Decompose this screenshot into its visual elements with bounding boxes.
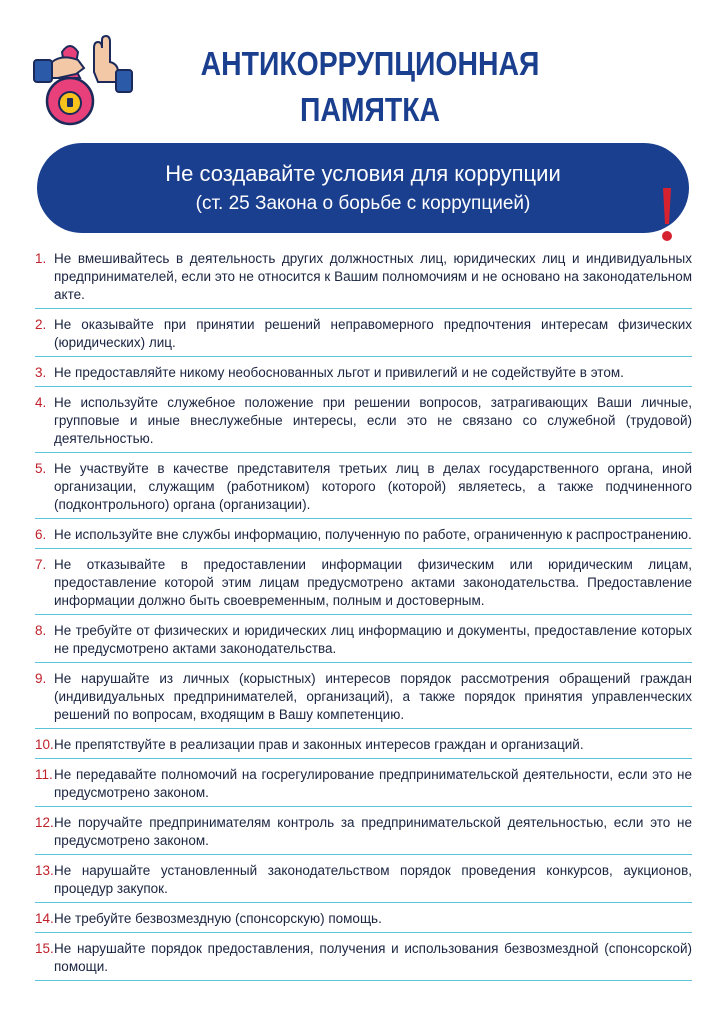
list-item-number: 6.	[35, 527, 47, 542]
list-item-number: 3.	[35, 365, 47, 380]
list-item-number: 11.	[35, 767, 53, 782]
list-item-text: Не нарушайте установленный законодательством порядок проведения конкурсов, аукционов, процедур закупок.	[54, 863, 692, 896]
list-item-text: Не используйте вне службы информацию, полученную по работе, ограниченную к распространению.	[54, 527, 692, 542]
list-item-number: 4.	[35, 395, 47, 410]
banner-law-reference: (ст. 25 Закона о борьбе с коррупцией)	[195, 193, 531, 214]
list-item	[35, 361, 692, 387]
list-item	[35, 523, 692, 549]
exclamation-icon	[660, 186, 674, 244]
list-item	[35, 667, 692, 729]
list-item-text: Не поручайте предпринимателям контроль за предпринимательской деятельностью, если это не предусмотрено законом.	[54, 815, 692, 848]
list-item	[35, 907, 692, 933]
list-item	[35, 811, 692, 855]
list-item	[35, 859, 692, 903]
page-title-line1: АНТИКОРРУПЦИОННАЯ	[200, 45, 540, 82]
subtitle-banner	[37, 143, 689, 233]
list-item-number: 15.	[35, 941, 54, 956]
list-item-number: 5.	[35, 461, 47, 476]
anti-bribery-hands-icon	[32, 34, 134, 128]
list-item-number: 8.	[35, 623, 47, 638]
list-item-text: Не оказывайте при принятии решений неправомерного предпочтения интересам физических (юридических) лиц.	[54, 317, 692, 350]
list-item-text: Не нарушайте из личных (корыстных) интересов порядок рассмотрения обращений граждан (индивидуальных предпринимателей, организаций), а также порядок принятия управленческих решений по вопросам, входящим в Вашу компетенцию.	[54, 671, 692, 722]
list-item	[35, 619, 692, 663]
list-item-text: Не препятствуйте в реализации прав и законных интересов граждан и организаций.	[54, 737, 584, 752]
list-item	[35, 247, 692, 309]
page-title-line2: ПАМЯТКА	[299, 91, 441, 128]
list-item	[35, 553, 692, 615]
list-item-text: Не требуйте от физических и юридических лиц информацию и документы, предоставление которых не предусмотрено актами законодательства.	[54, 623, 692, 656]
list-item	[35, 457, 692, 519]
list-item-number: 12.	[35, 815, 54, 830]
list-item-number: 10.	[35, 737, 54, 752]
list-item-text: Не участвуйте в качестве представителя третьих лиц в делах государственного органа, иной организации, служащим (работником) которого (которой) являетесь, а также подчиненного (подконтрольного) органа (организации).	[54, 461, 692, 512]
list-item-text: Не вмешивайтесь в деятельность других должностных лиц, юридических лиц и индивидуальных предпринимателей, если это не относится к Вашим полномочиям и не основано на законодательном акте.	[54, 251, 692, 302]
list-item-text: Не отказывайте в предоставлении информации физическим или юридическим лицам, предоставление которой этим лицам предусмотрено актами законодательства. Предоставление информации должно быть своевременным, полным и достоверным.	[54, 557, 692, 608]
list-item-number: 13.	[35, 863, 54, 878]
list-item-text: Не используйте служебное положение при решении вопросов, затрагивающих Ваши личные, групповые и иные внеслужебные интересы, если это не связано со служебной (трудовой) деятельностью.	[54, 395, 692, 446]
list-item	[35, 313, 692, 357]
list-item	[35, 763, 692, 807]
list-item-number: 9.	[35, 671, 47, 686]
banner-heading: Не создавайте условия для коррупции	[165, 161, 561, 186]
list-item-number: 14.	[35, 911, 54, 926]
list-item-number: 2.	[35, 317, 47, 332]
list-item-text: Не предоставляйте никому необоснованных льгот и привилегий и не содействуйте в этом.	[54, 365, 624, 380]
list-item-number: 7.	[35, 557, 47, 572]
list-item-text: Не передавайте полномочий на госрегулирование предпринимательской деятельности, если это не предусмотрено законом.	[54, 767, 692, 800]
list-item-number: 1.	[35, 251, 47, 266]
list-item	[35, 733, 692, 759]
list-item-text: Не нарушайте порядок предоставления, получения и использования безвозмездной (спонсорской) помощи.	[54, 941, 692, 974]
list-item	[35, 937, 692, 981]
rules-list	[35, 247, 692, 985]
list-item-text: Не требуйте безвозмездную (спонсорскую) помощь.	[54, 911, 382, 926]
list-item	[35, 391, 692, 453]
